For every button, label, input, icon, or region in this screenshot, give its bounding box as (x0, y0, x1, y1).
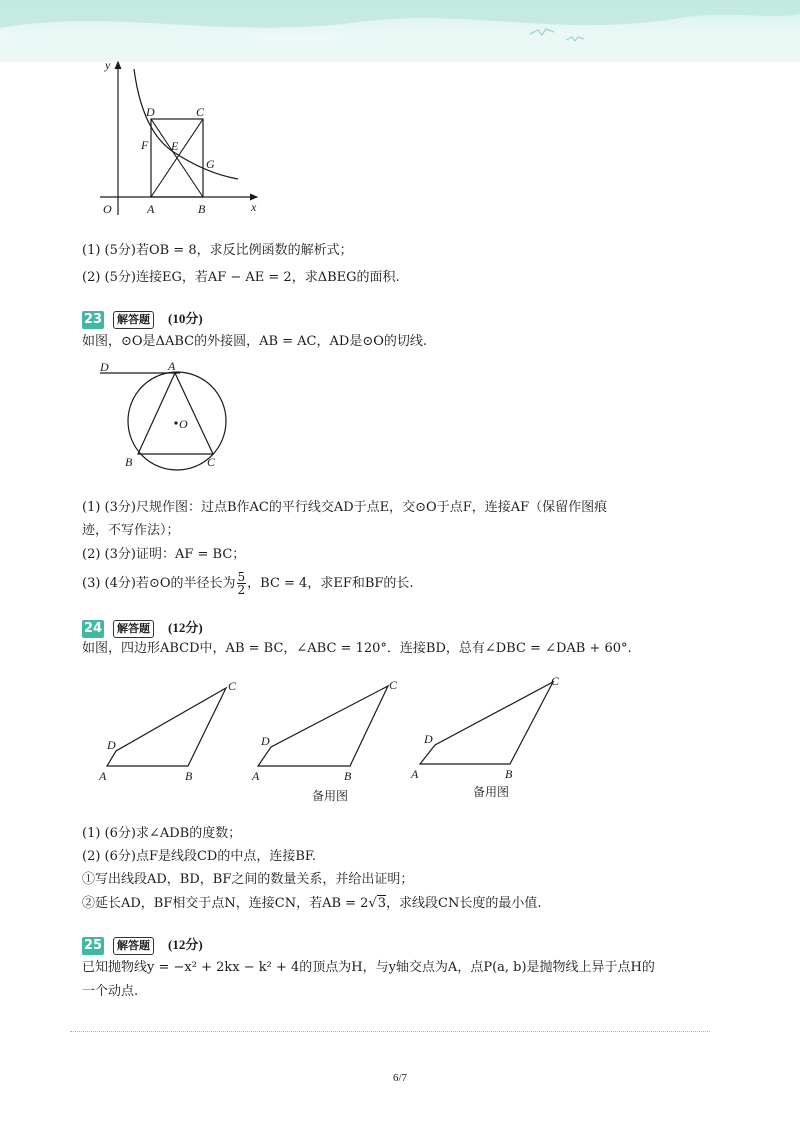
label-g: G (206, 157, 215, 171)
fraction-numerator: 5 (237, 570, 246, 584)
label-d: D (424, 732, 433, 746)
q23-part1-line1: (1) (3分)尺规作图：过点B作AC的平行线交AD于点E，交⊙O于点F，连接AF（保留作图痕 (82, 500, 608, 515)
fraction (237, 571, 247, 596)
label-e: E (171, 139, 179, 153)
q24-sub2-pre: ②延长AD，BF相交于点N，连接CN，若AB = 2 (82, 896, 369, 911)
quadrilateral-figure-3 (410, 674, 560, 799)
q25-stem-line2: 一个动点. (82, 984, 139, 999)
label-x: x (251, 200, 257, 214)
q24-stem: 如图，四边形ABCD中，AB = BC，∠ABC = 120°．连接BD，总有∠DBC = ∠DAB + 60°. (82, 641, 632, 656)
triangle-abc (138, 373, 213, 454)
q24-figures (95, 672, 695, 807)
sqrt-radicand: 3 (377, 896, 387, 911)
label-o: O (103, 202, 112, 216)
page-number: 6/7 (392, 1072, 408, 1084)
label-b: B (344, 769, 352, 783)
label-d: D (100, 360, 109, 374)
label-d: D (146, 105, 155, 119)
header-banner (0, 0, 800, 62)
q24-part1: (1) (6分)求∠ADB的度数； (82, 826, 242, 841)
q22-part1: (1) (5分)若OB = 8，求反比例函数的解析式； (82, 243, 353, 258)
label-b: B (125, 455, 133, 469)
question-score: (10分) (168, 311, 203, 326)
quadrilateral-figure-2 (251, 678, 398, 803)
label-c: C (207, 455, 216, 469)
q24-sub1: ①写出线段AD，BD，BF之间的数量关系，并给出证明； (82, 872, 414, 887)
label-f: F (141, 138, 149, 152)
question-number: 25 (83, 938, 103, 953)
question-type-badge: 解答题 (113, 311, 154, 329)
label-d: D (107, 738, 116, 752)
hyperbola-curve (134, 69, 238, 179)
label-y: y (105, 58, 111, 72)
q25-stem-line1: 已知抛物线y = −x² + 2kx − k² + 4的顶点为H，与y轴交点为A，点P(a, b)是抛物线上异于点H的 (82, 960, 655, 975)
question-type-badge: 解答题 (113, 620, 154, 638)
sqrt-symbol: √ (368, 896, 377, 911)
q23-part2: (2) (3分)证明：AF = BC； (82, 547, 246, 562)
question-score: (12分) (168, 937, 203, 952)
label-a: A (147, 202, 155, 216)
label-c: C (551, 674, 560, 688)
q23-part3-post: ，BC = 4，求EF和BF的长. (247, 576, 414, 591)
q23-part1-line2: 迹，不写作法）； (82, 523, 180, 538)
q22-part2: (2) (5分)连接EG，若AF − AE = 2，求ΔBEG的面积. (82, 270, 400, 285)
label-c: C (389, 678, 398, 692)
center-point-o (174, 421, 177, 424)
label-b: B (198, 202, 206, 216)
label-d: D (261, 734, 270, 748)
q22-figure (95, 55, 275, 220)
question-score: (12分) (168, 620, 203, 635)
q23-stem: 如图，⊙O是ΔABC的外接圆，AB = AC，AD是⊙O的切线. (82, 334, 427, 349)
label-a: A (99, 769, 107, 783)
label-a: A (252, 769, 260, 783)
label-a: A (411, 767, 419, 781)
page-divider (70, 1031, 710, 1032)
q23-figure (95, 358, 235, 473)
label-c: C (228, 679, 237, 693)
q24-part2: (2) (6分)点F是线段CD的中点，连接BF. (82, 849, 317, 864)
label-c: C (196, 105, 205, 119)
label-b: B (505, 767, 513, 781)
label-a: A (168, 359, 176, 373)
label-b: B (185, 769, 193, 783)
q23-part3-pre: (3) (4分)若⊙O的半径长为 (82, 576, 236, 591)
q24-sub2 (82, 895, 542, 913)
q23-part3 (82, 571, 414, 596)
fraction-denominator: 2 (237, 583, 246, 597)
figure-caption: 备用图 (473, 785, 510, 799)
q24-sub2-post: ，求线段CN长度的最小值. (386, 896, 542, 911)
quadrilateral-figure-1 (98, 679, 237, 783)
label-o: O (179, 417, 188, 431)
figure-caption: 备用图 (312, 789, 349, 803)
question-type-badge: 解答题 (113, 937, 154, 955)
question-number: 23 (83, 312, 103, 327)
question-number: 24 (83, 621, 103, 636)
